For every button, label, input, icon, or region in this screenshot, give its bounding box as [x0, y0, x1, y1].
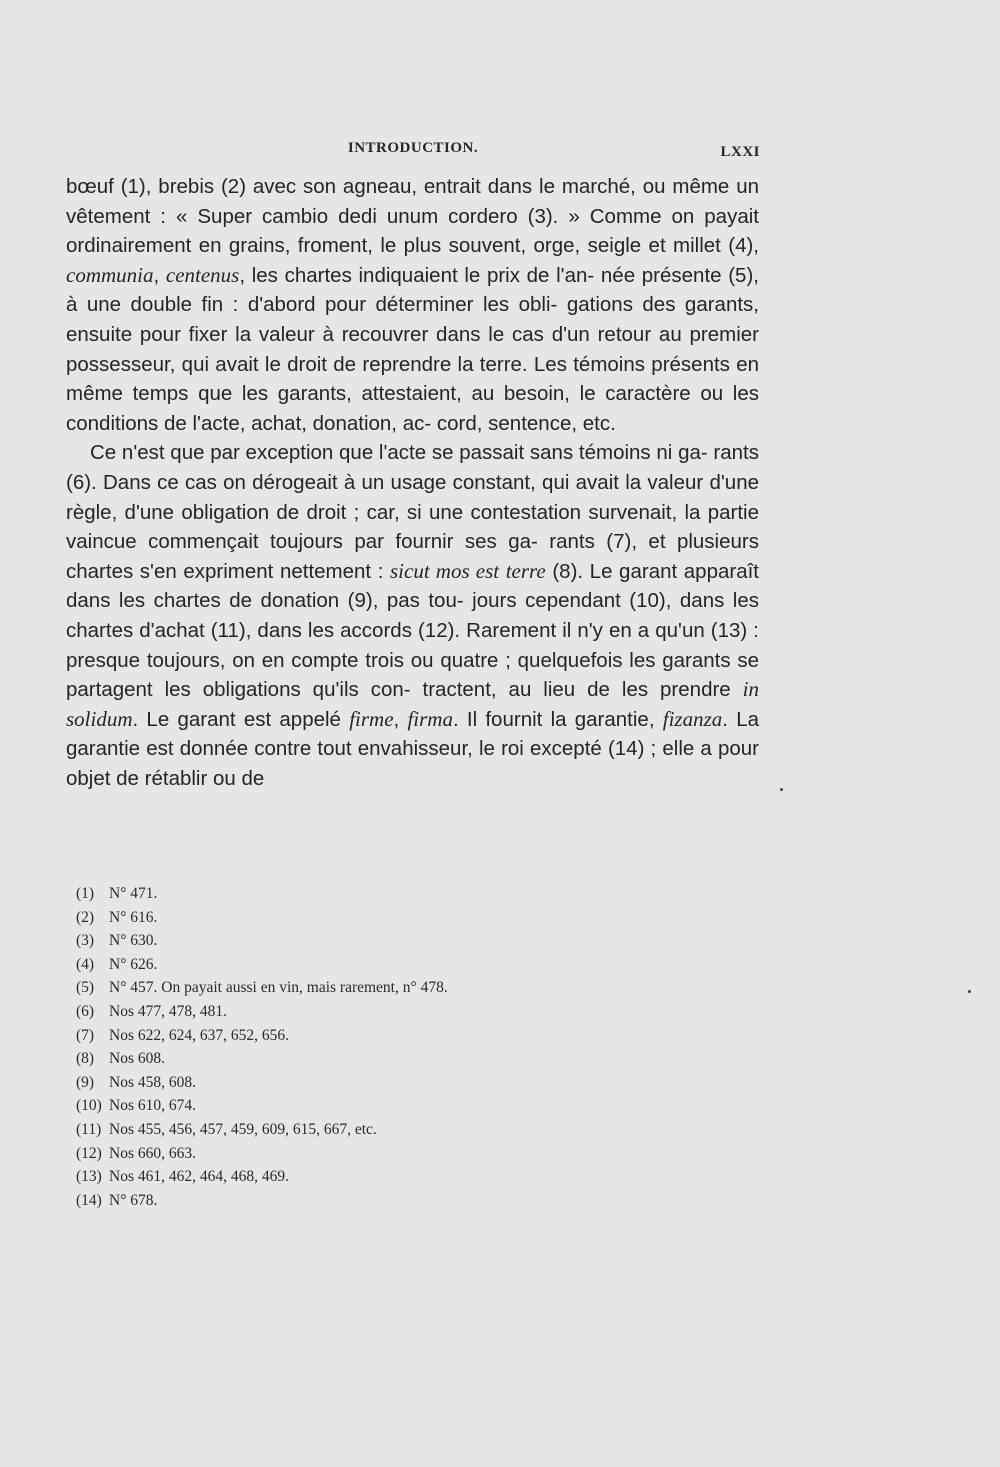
footnote — [76, 882, 696, 906]
footnote-text: Nos 477, 478, 481. — [109, 1002, 227, 1020]
footnote — [76, 1165, 696, 1189]
text-line: jours cependant (10), dans les chartes d'achat (11), dans les accords (12). — [66, 589, 760, 642]
text-line: terre (8). Le garant apparaît dans les chartes de donation (9), pas tou- — [66, 558, 759, 613]
footnote-number: (1) — [76, 885, 95, 902]
text-line: envahisseur, le roi excepté (14) ; elle a pour objet de rétablir ou de — [66, 737, 759, 790]
text-line: au besoin, le caractère ou les conditions de l'acte, achat, donation, ac- — [66, 382, 759, 435]
footnote-text: N° 457. On payait aussi en vin, mais rarement, n° 478. — [109, 979, 448, 997]
text-line: terre. Les témoins présents en même temps que les garants, attestaient, — [66, 352, 760, 406]
text-line: tractent, au lieu de les prendre in solidum. Le garant est appelé firme, — [66, 677, 759, 731]
footnote-text: N° 626. — [109, 955, 158, 973]
footnote — [76, 906, 696, 930]
footnote-text: Nos 660, 663. — [109, 1144, 196, 1162]
running-head — [66, 140, 760, 162]
text-line: quatre ; quelquefois les garants se partagent les obligations qu'ils con- — [66, 648, 759, 702]
footnote-number: (8) — [76, 1050, 95, 1068]
footnote-text: N° 616. — [109, 908, 158, 926]
body-text — [66, 172, 759, 793]
footnote-text: Nos 610, 674. — [109, 1097, 196, 1115]
footnote-number: (7) — [76, 1026, 95, 1044]
footnote-number: (11) — [76, 1120, 102, 1138]
footnote — [76, 1189, 696, 1213]
text-line: un vêtement : « Super cambio dedi unum cordero (3). » Comme on — [66, 175, 760, 228]
text-line: née présente (5), à une double fin : d'abord pour déterminer les obli- — [66, 263, 759, 317]
page-number: LXXI — [720, 144, 760, 160]
footnote-text: N° 471. — [109, 885, 158, 902]
footnote-number: (3) — [76, 932, 95, 950]
footnote — [76, 953, 696, 977]
footnote-text: N° 678. — [109, 1191, 158, 1209]
footnote-number: (4) — [76, 955, 95, 973]
paragraph — [66, 438, 759, 793]
footnote-number: (9) — [76, 1073, 95, 1091]
footnote-number: (12) — [76, 1144, 102, 1162]
text-line: survenait, la partie vaincue commençait toujours par fournir ses ga- — [66, 500, 759, 554]
footnote-number: (6) — [76, 1002, 95, 1020]
footnote-number: (13) — [76, 1168, 102, 1186]
footnote-number: (5) — [76, 979, 95, 997]
text-line: firma. Il fournit la garantie, fizanza. La garantie est donnée contre tout — [66, 706, 760, 761]
footnote — [76, 1094, 696, 1118]
running-title: INTRODUCTION. — [347, 140, 479, 156]
footnote-text: Nos 455, 456, 457, 459, 609, 615, 667, etc. — [109, 1120, 377, 1138]
paper-speck — [968, 990, 971, 993]
text-line: payait ordinairement en grains, froment, le plus souvent, orge, seigle et — [66, 204, 759, 258]
text-line: d'un retour au premier possesseur, qui avait le droit de reprendre la — [66, 322, 759, 376]
footnotes — [76, 882, 696, 1212]
footnote-text: Nos 608. — [109, 1050, 165, 1068]
paragraph — [66, 172, 759, 438]
footnote — [76, 1071, 696, 1095]
text-line: millet (4), communia, centenus, les chartes indiquaient le prix de l'an- — [66, 234, 759, 287]
text-line: valeur d'une règle, d'une obligation de droit ; car, si une contestation — [66, 470, 759, 524]
footnote-text: Nos 461, 462, 464, 468, 469. — [109, 1168, 289, 1186]
text-line: Rarement il n'y en a qu'un (13) : presque toujours, on en compte trois ou — [66, 618, 759, 672]
text-line: bœuf (1), brebis (2) avec son agneau, entrait dans le marché, ou même — [66, 175, 730, 198]
text-line: rants (7), et plusieurs chartes s'en expriment nettement : sicut mos est — [66, 530, 759, 583]
footnote-number: (14) — [76, 1191, 102, 1209]
footnote-text: Nos 458, 608. — [109, 1073, 196, 1091]
footnote — [76, 1118, 696, 1142]
text-line: Ce n'est que par exception que l'acte se passait sans témoins ni ga- — [90, 441, 708, 465]
footnote-number: (10) — [76, 1097, 102, 1115]
footnote-text: N° 630. — [109, 932, 158, 950]
text-line: gations des garants, ensuite pour fixer la valeur à recouvrer dans le cas — [66, 293, 759, 346]
footnote-text: Nos 622, 624, 637, 652, 656. — [109, 1026, 289, 1044]
footnote — [76, 1024, 696, 1048]
footnote — [76, 1047, 696, 1071]
text-line: rants (6). Dans ce cas on dérogeait à un usage constant, qui avait la — [66, 441, 759, 494]
footnote — [76, 929, 696, 953]
footnote — [76, 1142, 696, 1166]
footnote-number: (2) — [76, 908, 95, 926]
text-line: cord, sentence, etc. — [436, 411, 616, 435]
paper-speck — [780, 788, 783, 791]
footnote — [76, 1000, 696, 1024]
footnote — [76, 976, 696, 1000]
